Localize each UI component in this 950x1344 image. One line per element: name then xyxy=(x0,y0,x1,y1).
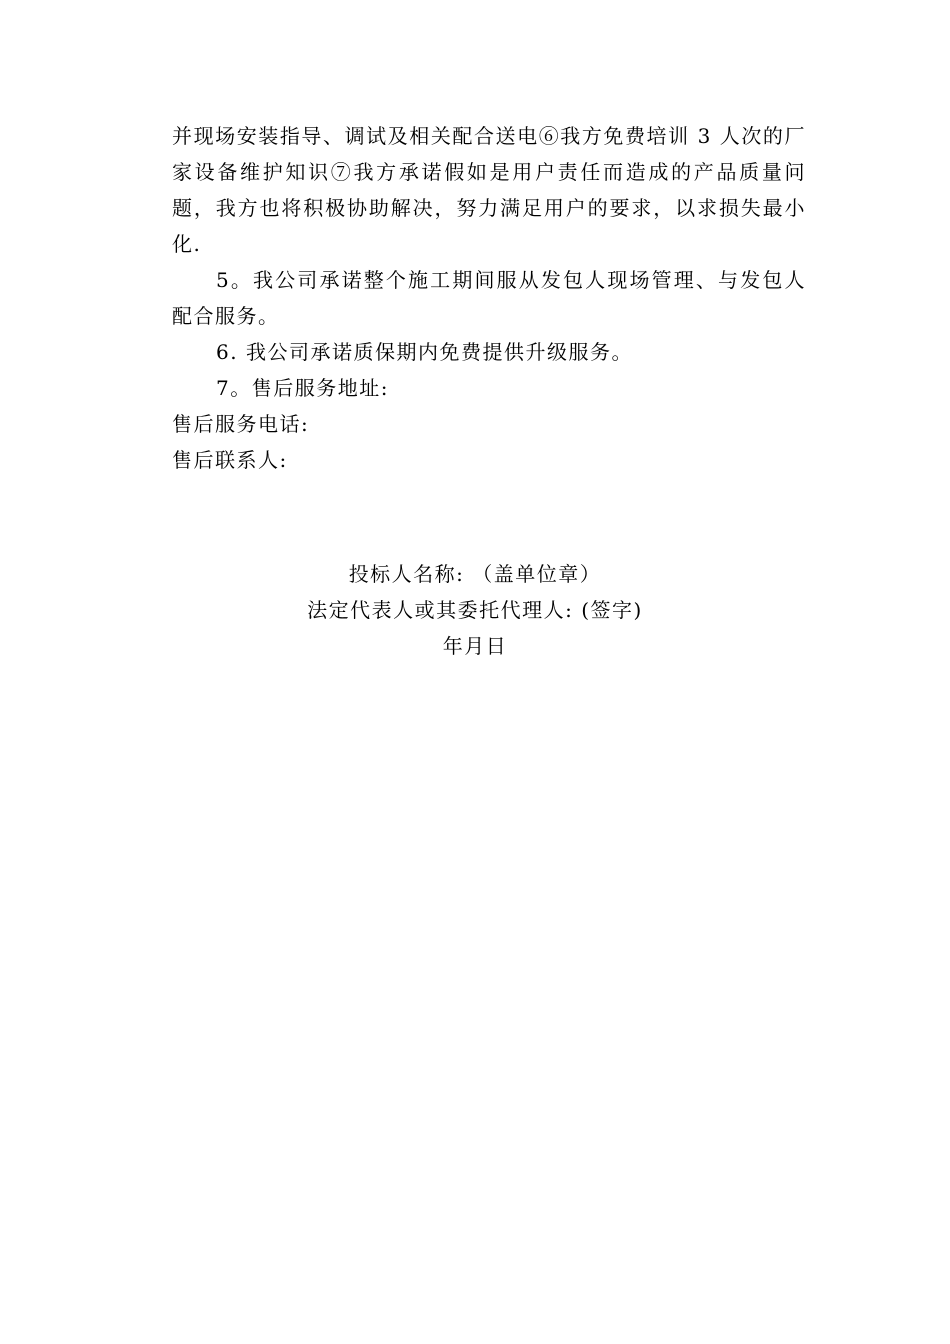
bidder-name-line: 投标人名称: （盖单位章） xyxy=(348,562,602,586)
legal-representative-line: 法定代表人或其委托代理人: (签字) xyxy=(307,598,643,622)
continued-paragraph: 并现场安装指导、调试及相关配合送电⑥我方免费培训 3 人次的厂家设备维护知识⑦我方承诺假如是用户责任而造成的产品质量问题，我方也将积极协助解决，努力满足用户的要求，以求损失最小化. xyxy=(172,124,806,256)
service-phone-line: 售后服务电话: xyxy=(172,412,310,436)
date-line: 年月日 xyxy=(442,634,508,658)
item-6-paragraph: 6. 我公司承诺质保期内免费提供升级服务。 xyxy=(216,340,633,364)
service-contact-line: 售后联系人: xyxy=(172,448,288,472)
item-5-paragraph: 5。我公司承诺整个施工期间服从发包人现场管理、与发包人配合服务。 xyxy=(172,268,806,328)
document-body xyxy=(172,118,806,478)
signature-block xyxy=(0,556,950,664)
item-7-service-address: 7。售后服务地址: xyxy=(216,376,389,400)
